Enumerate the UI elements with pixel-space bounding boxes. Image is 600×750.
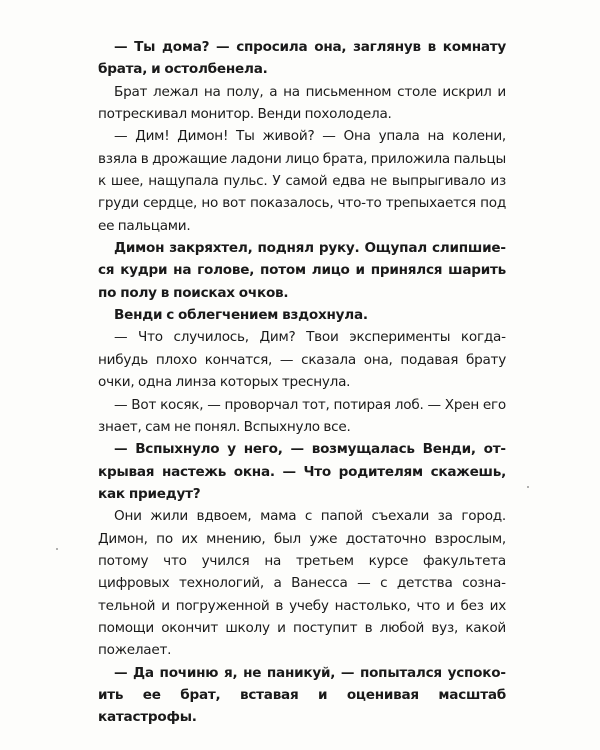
paragraph-3: — Дим! Димон! Ты живой? — Она упала на колени, взяла в дрожащие ладони лицо брата, приложила пальцы к шее, нащупала пульс. У самой едва не выпрыгивало из груди сердце, но вот показалось, что-то трепыхается под ее пальцами. (98, 128, 506, 234)
paragraph-1: — Ты дома? — спросила она, заглянув в комнату брата, и остолбенела. (98, 39, 506, 78)
paragraph-4: Димон закряхтел, поднял руку. Ощупал слипшиеся кудри на голове, потом лицо и принялся шарить по полу в поисках очков. (98, 240, 506, 301)
paragraph-9: Они жили вдвоем, мама с папой съехали за город. Димон, по их мнению, был уже достаточно взрослым, потому что учился на третьем курсе факультета цифровых технологий, а Ванесса — с детства сознательной и погруженной в учебу настолько, что и без их помощи окончит школу и поступит в любой вуз, какой пожелает. (98, 508, 506, 659)
text-block (98, 36, 506, 729)
paragraph-5: Венди с облегчением вздохнула. (114, 307, 368, 324)
paragraph-2: Брат лежал на полу, а на письменном столе искрил и потрескивал монитор. Венди похолодела. (98, 83, 506, 123)
scan-speck (527, 486, 529, 488)
paragraph-6: — Что случилось, Дим? Твои эксперименты когданибудь плохо кончатся, — сказала она, подавая брату очки, одна линза которых треснула. (98, 329, 506, 391)
scan-speck (56, 548, 58, 550)
paragraph-8: — Вспыхнуло у него, — возмущалась Венди, открывая настежь окна. — Что родителям скажешь, как приедут? (98, 441, 506, 502)
paragraph-10: — Да починю я, не паникуй, — попытался успокоить ее брат, вставая и оценивая масштаб катастрофы. (98, 664, 506, 726)
paragraph-7: — Вот косяк, — проворчал тот, потирая лоб. — Хрен его знает, сам не понял. Вспыхнуло все. (98, 396, 506, 435)
